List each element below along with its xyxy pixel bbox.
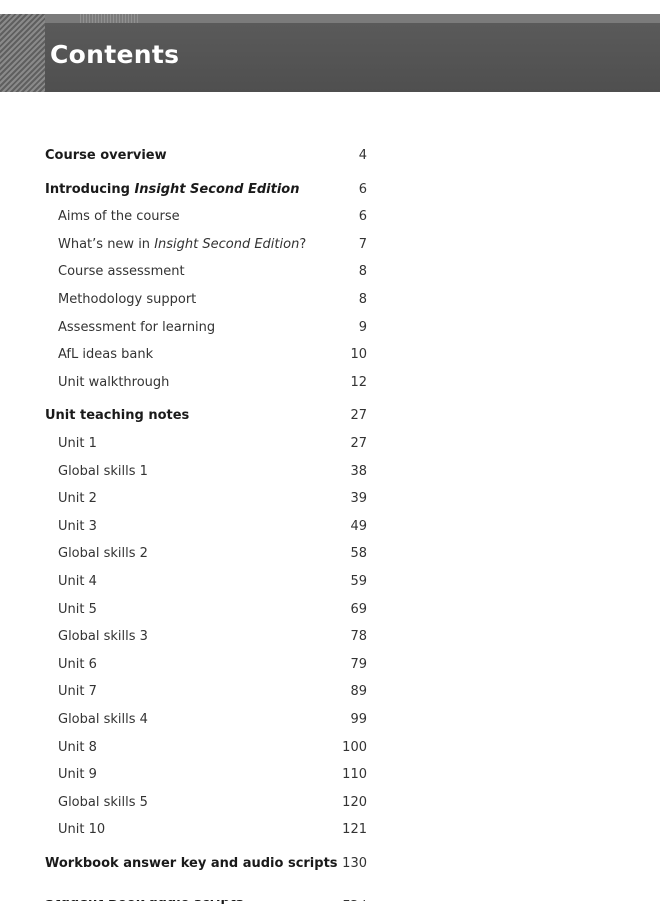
toc-entry-label: Global skills 4 — [58, 712, 148, 727]
toc-page-number: 69 — [350, 601, 367, 617]
toc-label-text: What’s new in — [58, 236, 155, 252]
toc-entry-label: Unit walkthrough — [58, 374, 170, 390]
toc-entry-label: Global skills 5 — [58, 794, 148, 810]
toc-page-number: 27 — [350, 408, 367, 424]
toc-entry-label: Global skills 1 — [58, 463, 148, 479]
toc-page-number: 38 — [350, 463, 367, 479]
toc-entry-row — [45, 488, 367, 510]
toc-entry-label: Unit 1 — [58, 436, 97, 451]
toc-page-number: 110 — [342, 767, 367, 783]
toc-entry-label: Unit 8 — [58, 739, 97, 755]
toc-page-number: 49 — [350, 518, 367, 534]
page-title: Contents — [50, 40, 180, 69]
toc-entry-label: Methodology support — [58, 292, 197, 307]
toc-page-number: 58 — [350, 546, 367, 562]
toc-entry-row — [45, 461, 367, 483]
toc-page-number: 6 — [358, 209, 367, 225]
toc-page-number: 59 — [350, 574, 367, 589]
toc-entry-label: Unit 10 — [58, 822, 106, 838]
toc-page-number: 7 — [358, 236, 367, 252]
toc-entry-row — [45, 571, 367, 593]
toc-section-row — [45, 145, 367, 167]
toc-entry-label: Global skills 3 — [58, 629, 148, 645]
toc-entry-row — [45, 599, 367, 621]
toc-entry-label: Unit 3 — [58, 518, 97, 534]
toc-page-number: 100 — [342, 739, 367, 755]
toc-page-number: 27 — [350, 436, 367, 451]
toc-page-number: 39 — [350, 491, 367, 507]
toc-entry-label: Assessment for learning — [58, 319, 216, 335]
toc-page-number: 121 — [342, 822, 367, 838]
toc-page-number: 9 — [358, 319, 367, 335]
toc-entry-row — [45, 261, 367, 283]
toc-entry-row — [45, 792, 367, 814]
toc-entry-label — [58, 234, 306, 256]
toc-entry-row — [45, 344, 367, 366]
toc-page-number: 10 — [350, 347, 367, 363]
toc-page-number: 4 — [358, 148, 367, 163]
toc-entry-row — [45, 289, 367, 311]
toc-section-row — [45, 853, 367, 875]
toc-page-number: 8 — [358, 264, 367, 280]
toc-entry-label: Unit 6 — [58, 656, 97, 672]
toc-entry-row — [45, 206, 367, 228]
toc-page-number: 120 — [342, 794, 367, 810]
toc-page-number: 130 — [342, 856, 367, 871]
toc-entry-row — [45, 737, 367, 759]
toc-entry-row — [45, 317, 367, 339]
toc-entry-label: Unit 2 — [58, 491, 97, 507]
toc-entry-label: Unit 4 — [58, 574, 97, 589]
toc-entry-row — [45, 372, 367, 394]
toc-entry-label: Course assessment — [58, 264, 185, 280]
toc-entry-label: Unit 9 — [58, 767, 97, 783]
toc-entry-label: Workbook answer key and audio scripts — [45, 856, 338, 871]
toc-page-number: 78 — [350, 629, 367, 645]
toc-entry-label: AfL ideas bank — [58, 347, 154, 363]
toc-entry-label: Global skills 2 — [58, 546, 148, 562]
toc-label-text: ? — [299, 236, 307, 252]
toc-entry-row — [45, 764, 367, 786]
toc-entry-label: Course overview — [45, 148, 167, 163]
toc-entry-row — [45, 516, 367, 538]
toc-page-number: 99 — [350, 712, 367, 727]
toc-entry-label: Aims of the course — [58, 209, 180, 225]
toc-entry-label — [45, 179, 299, 201]
toc-page-number: 6 — [358, 181, 367, 197]
toc-entry-row — [45, 654, 367, 676]
page-bottom-edge — [0, 888, 660, 900]
toc-entry-label: Unit 7 — [58, 684, 97, 700]
toc-entry-label: Unit 5 — [58, 601, 97, 617]
toc-entry-row — [45, 433, 367, 455]
toc-label-italic-title: Insight Second Edition — [134, 181, 300, 197]
toc-entry-row — [45, 819, 367, 841]
toc-section-row — [45, 179, 367, 201]
toc-entry-row — [45, 234, 367, 256]
toc-entry-row — [45, 543, 367, 565]
toc-page-number: 8 — [358, 292, 367, 307]
toc-page-number: 79 — [350, 656, 367, 672]
toc-entry-row — [45, 626, 367, 648]
toc-label-italic-title: Insight Second Edition — [154, 236, 300, 252]
toc-label-text: Introducing — [45, 181, 135, 197]
toc-page-number: 89 — [350, 684, 367, 700]
toc-page-number: 12 — [350, 374, 367, 390]
toc-entry-row — [45, 681, 367, 703]
toc-entry-label: Unit teaching notes — [45, 408, 190, 424]
toc-entry-row — [45, 709, 367, 731]
toc-section-row — [45, 405, 367, 427]
